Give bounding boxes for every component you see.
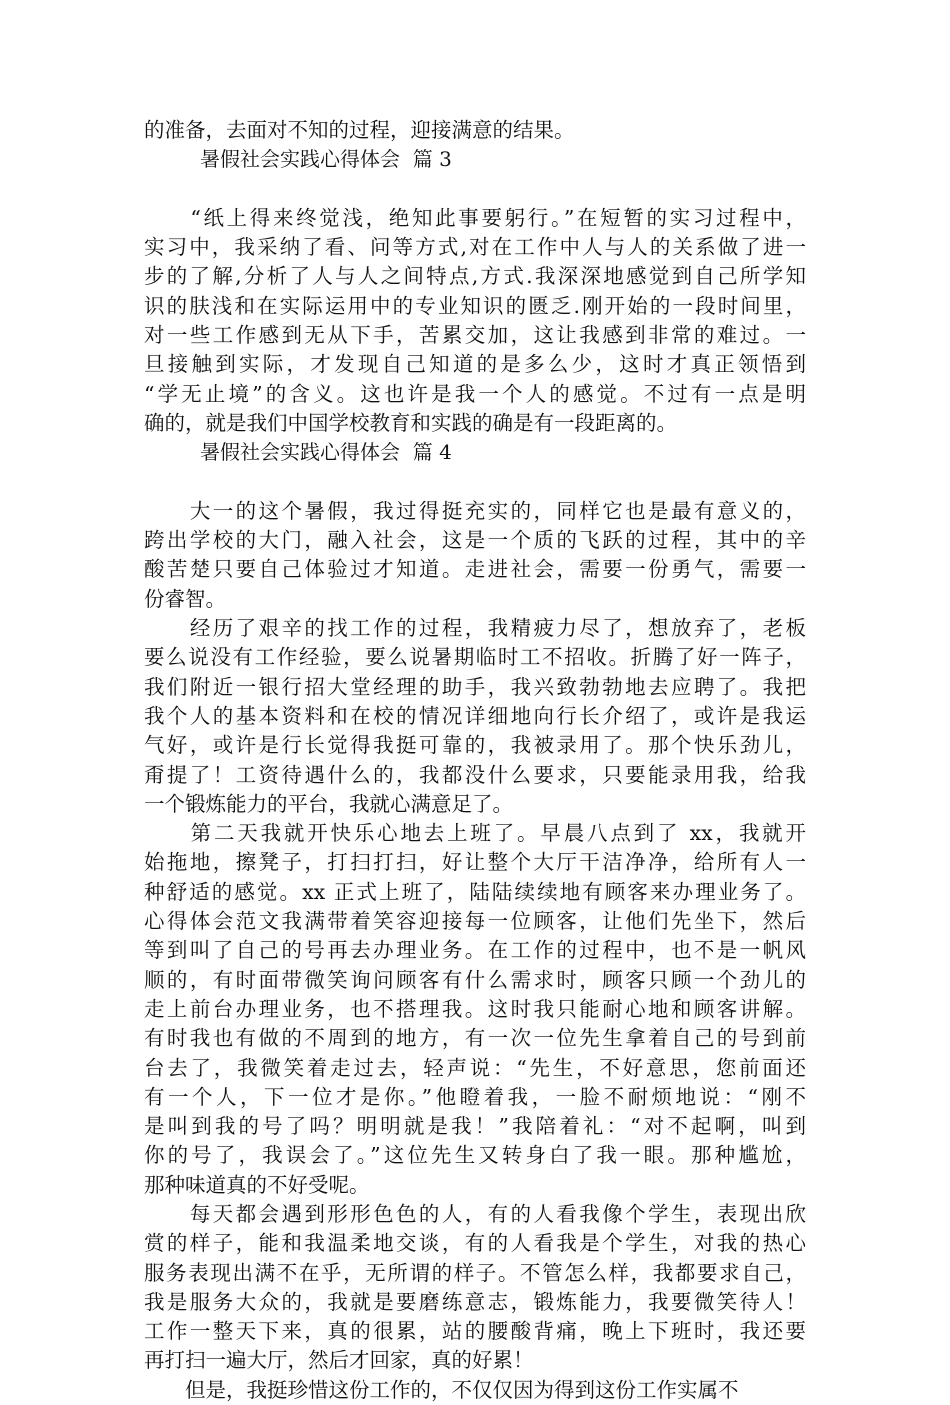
text-line: 一个锻炼能力的平台，我就心满意足了。 — [144, 791, 513, 816]
text-line: 实习中，我采纳了看、问等方式,对在工作中人与人的关系做了进一 — [144, 235, 806, 260]
text-line: 但是，我挺珍惜这份工作的，不仅仅因为得到这份工作实属不 — [144, 1377, 739, 1402]
text-line: 有时我也有做的不周到的地方，有一次一位先生拿着自己的号到前 — [144, 1026, 806, 1051]
text-line: 我们附近一银行招大堂经理的助手，我兴致勃勃地去应聘了。我把 — [144, 674, 806, 699]
text-line: 识的肤浅和在实际运用中的专业知识的匮乏.刚开始的一段时间里， — [144, 293, 806, 318]
text-line: 工作一整天下来，真的很累，站的腰酸背痛，晚上下班时，我还要 — [144, 1319, 806, 1344]
text-line: 我是服务大众的，我就是要磨练意志，锻炼能力，我要微笑待人！ — [144, 1289, 806, 1314]
text-line: 台去了，我微笑着走过去，轻声说：“先生，不好意思，您前面还 — [144, 1055, 806, 1080]
text-line: 酸苦楚只要自己体验过才知道。走进社会，需要一份勇气，需要一 — [144, 557, 806, 582]
text-line: 始拖地，擦凳子，打扫打扫，好让整个大厅干洁净净，给所有人一 — [144, 850, 806, 875]
text-line: 甭提了！工资待遇什么的，我都没什么要求，只要能录用我，给我 — [144, 762, 806, 787]
document-page — [144, 116, 806, 1405]
text-line: 种舒适的感觉。xx 正式上班了，陆陆续续地有顾客来办理业务了。 — [144, 879, 806, 904]
text-line: 旦接触到实际，才发现自己知道的是多么少，这时才真正领悟到 — [144, 352, 806, 377]
section-heading: 暑假社会实践心得体会 篇 3 — [200, 147, 452, 172]
text-line: 走上前台办理业务，也不搭理我。这时我只能耐心地和顾客讲解。 — [144, 996, 806, 1021]
text-line: 心得体会范文我满带着笑容迎接每一位顾客，让他们先坐下，然后 — [144, 909, 806, 934]
text-line: 气好，或许是行长觉得我挺可靠的，我被录用了。那个快乐劲儿， — [144, 733, 806, 758]
section-heading: 暑假社会实践心得体会 篇 4 — [200, 440, 452, 465]
text-line: 对一些工作感到无从下手，苦累交加，这让我感到非常的难过。一 — [144, 323, 806, 348]
text-line: 顺的，有时面带微笑询问顾客有什么需求时，顾客只顾一个劲儿的 — [144, 967, 806, 992]
text-line: 的准备，去面对不知的过程，迎接满意的结果。 — [144, 118, 575, 142]
text-line: 步的了解,分析了人与人之间特点,方式.我深深地感觉到自己所学知 — [144, 264, 806, 289]
text-line: 每天都会遇到形形色色的人，有的人看我像个学生，表现出欣 — [144, 1201, 806, 1226]
text-line: 第二天我就开快乐心地去上班了。早晨八点到了 xx，我就开 — [144, 821, 806, 846]
text-line: 确的，就是我们中国学校教育和实践的确是有一段距离的。 — [144, 410, 677, 435]
text-line: 份睿智。 — [144, 586, 226, 611]
text-line: 赏的样子，能和我温柔地交谈，有的人看我是个学生，对我的热心 — [144, 1231, 806, 1256]
text-line: “学无止境”的含义。这也许是我一个人的感觉。不过有一点是明 — [144, 381, 806, 406]
text-line: 要么说没有工作经验，要么说暑期临时工不招收。折腾了好一阵子， — [144, 645, 806, 670]
text-line: 那种味道真的不好受呢。 — [144, 1172, 370, 1197]
blank-line — [144, 175, 806, 204]
text-line: 再打扫一遍大厅，然后才回家，真的好累！ — [144, 1348, 534, 1373]
text-line: 是叫到我的号了吗？明明就是我！”我陪着礼：“对不起啊，叫到 — [144, 1114, 806, 1139]
blank-line — [144, 468, 806, 497]
text-line: “纸上得来终觉浅，绝知此事要躬行。”在短暂的实习过程中， — [144, 205, 806, 230]
text-line: 等到叫了自己的号再去办理业务。在工作的过程中，也不是一帆风 — [144, 938, 806, 963]
text-line: 有一个人，下一位才是你。”他瞪着我，一脸不耐烦地说：“刚不 — [144, 1084, 806, 1109]
text-line: 服务表现出满不在乎，无所谓的样子。不管怎么样，我都要求自己， — [144, 1260, 806, 1285]
text-line: 我个人的基本资料和在校的情况详细地向行长介绍了，或许是我运 — [144, 703, 806, 728]
text-line: 经历了艰辛的找工作的过程，我精疲力尽了，想放弃了，老板 — [144, 616, 806, 641]
text-line: 大一的这个暑假，我过得挺充实的，同样它也是最有意义的， — [144, 498, 806, 523]
text-line: 跨出学校的大门，融入社会，这是一个质的飞跃的过程，其中的辛 — [144, 528, 806, 553]
text-line: 你的号了，我误会了。”这位先生又转身白了我一眼。那种尴尬， — [144, 1143, 806, 1168]
